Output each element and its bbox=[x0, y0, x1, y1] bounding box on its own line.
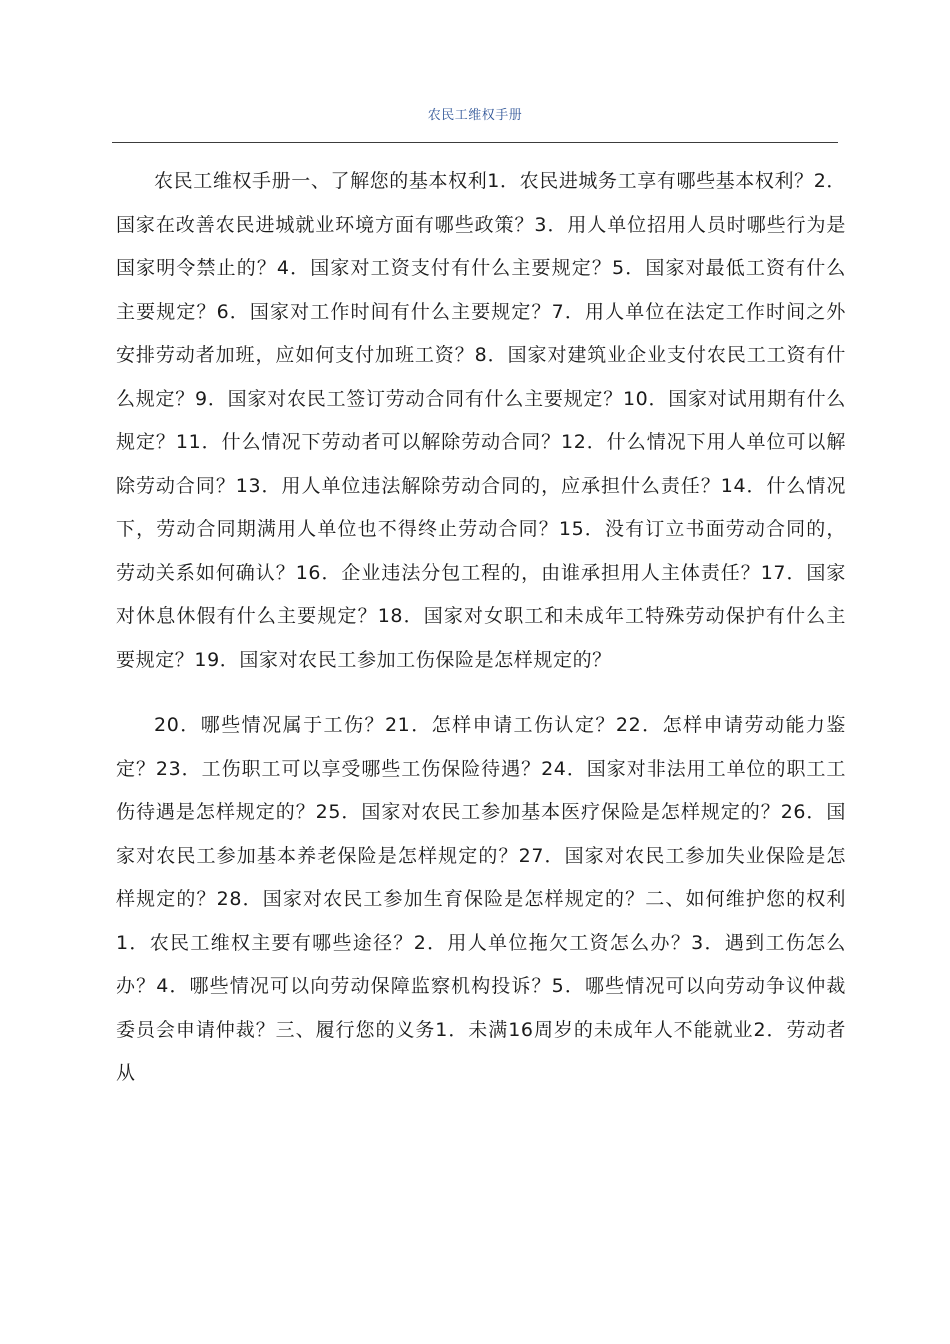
paragraph-1: 农民工维权手册一、了解您的基本权利1．农民进城务工享有哪些基本权利？2．国家在改善农民进城就业环境方面有哪些政策？3．用人单位招用人员时哪些行为是国家明令禁止的？4．国家对工资支付有什么主要规定？5．国家对最低工资有什么主要规定？6．国家对工作时间有什么主要规定？7．用人单位在法定工作时间之外安排劳动者加班，应如何支付加班工资？8．国家对建筑业企业支付农民工工资有什么规定？9．国家对农民工签订劳动合同有什么主要规定？10．国家对试用期有什么规定？11．什么情况下劳动者可以解除劳动合同？12．什么情况下用人单位可以解除劳动合同？13．用人单位违法解除劳动合同的，应承担什么责任？14．什么情况下，劳动合同期满用人单位也不得终止劳动合同？15．没有订立书面劳动合同的，劳动关系如何确认？16．企业违法分包工程的，由谁承担用人主体责任？17．国家对休息休假有什么主要规定？18．国家对女职工和未成年工特殊劳动保护有什么主要规定？19．国家对农民工参加工伤保险是怎样规定的？ bbox=[116, 170, 846, 671]
document-body bbox=[116, 160, 846, 1096]
header-divider bbox=[112, 142, 838, 143]
page-header: 农民工维权手册 bbox=[427, 108, 523, 123]
paragraph-2: 20．哪些情况属于工伤？21．怎样申请工伤认定？22．怎样申请劳动能力鉴定？23．工伤职工可以享受哪些工伤保险待遇？24．国家对非法用工单位的职工工伤待遇是怎样规定的？25．国家对农民工参加基本医疗保险是怎样规定的？26．国家对农民工参加基本养老保险是怎样规定的？27．国家对农民工参加失业保险是怎样规定的？28．国家对农民工参加生育保险是怎样规定的？二、如何维护您的权利 1．农民工维权主要有哪些途径？2．用人单位拖欠工资怎么办？3．遇到工伤怎么办？4．哪些情况可以向劳动保障监察机构投诉？5．哪些情况可以向劳动争议仲裁委员会申请仲裁？三、履行您的义务1．未满16周岁的未成年人不能就业2．劳动者从 bbox=[116, 714, 846, 1084]
